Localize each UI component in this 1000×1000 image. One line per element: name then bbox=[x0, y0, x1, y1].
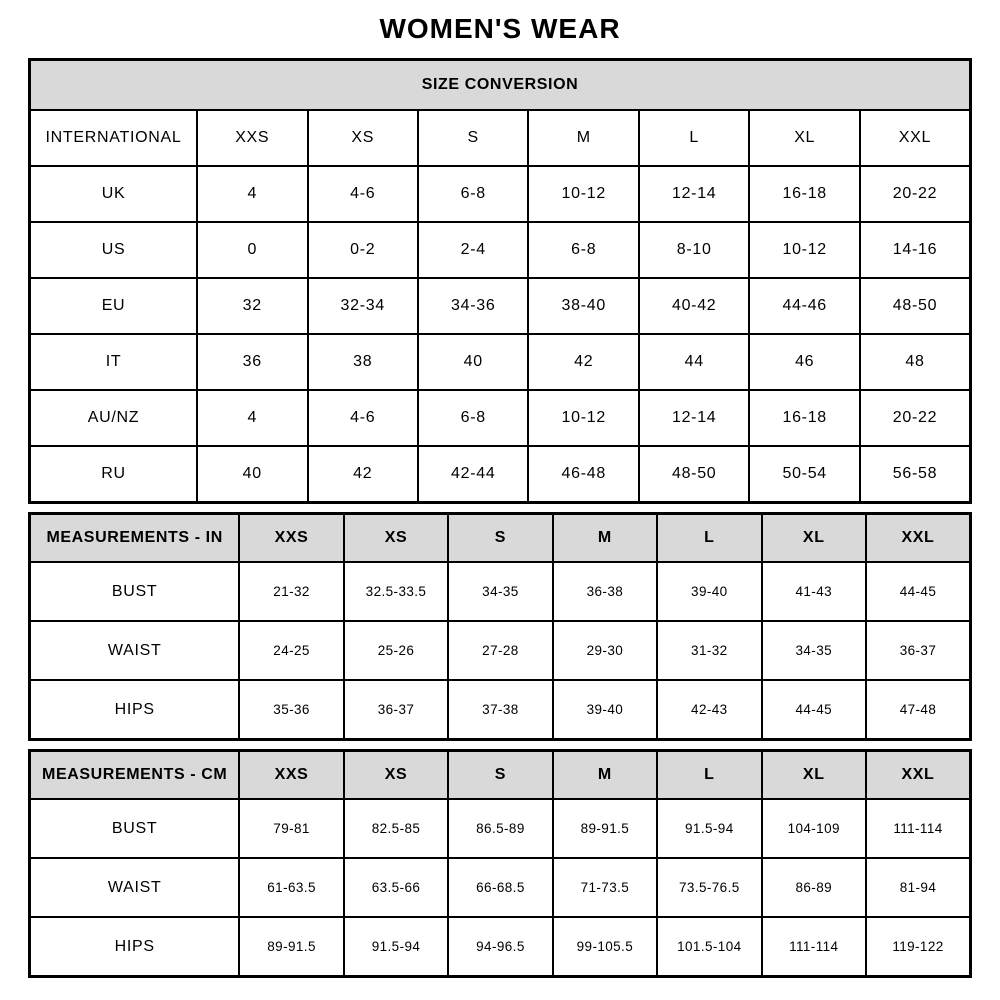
table-title: MEASUREMENTS - CM bbox=[30, 750, 240, 799]
table-row bbox=[30, 446, 971, 502]
table-cell: 79-81 bbox=[239, 799, 343, 858]
table-header-row bbox=[30, 513, 971, 562]
table-cell: 24-25 bbox=[239, 621, 343, 680]
table-row bbox=[30, 166, 971, 222]
table-cell: 56-58 bbox=[860, 446, 971, 502]
table-header-row bbox=[30, 750, 971, 799]
row-label: WAIST bbox=[30, 621, 240, 680]
table-cell: 71-73.5 bbox=[553, 858, 657, 917]
table-cell: 6-8 bbox=[418, 390, 528, 446]
table-cell: 10-12 bbox=[528, 390, 638, 446]
table-cell: 48 bbox=[860, 334, 971, 390]
table-header-cell: XL bbox=[749, 110, 859, 166]
table-cell: 42-44 bbox=[418, 446, 528, 502]
table-cell: 8-10 bbox=[639, 222, 749, 278]
table-header-cell: XL bbox=[762, 513, 866, 562]
row-label: RU bbox=[30, 446, 198, 502]
table-cell: 47-48 bbox=[866, 680, 971, 739]
measurements-in-table bbox=[28, 512, 972, 741]
table-cell: 101.5-104 bbox=[657, 917, 761, 976]
table-cell: 91.5-94 bbox=[657, 799, 761, 858]
table-row bbox=[30, 799, 971, 858]
table-row bbox=[30, 222, 971, 278]
table-cell: 46-48 bbox=[528, 446, 638, 502]
table-cell: 10-12 bbox=[749, 222, 859, 278]
table-cell: 21-32 bbox=[239, 562, 343, 621]
table-cell: 36-38 bbox=[553, 562, 657, 621]
size-conversion-table bbox=[28, 58, 972, 504]
table-cell: 32-34 bbox=[308, 278, 418, 334]
table-cell: 66-68.5 bbox=[448, 858, 552, 917]
table-cell: 16-18 bbox=[749, 166, 859, 222]
table-cell: 29-30 bbox=[553, 621, 657, 680]
row-label: UK bbox=[30, 166, 198, 222]
row-label: BUST bbox=[30, 562, 240, 621]
table-cell: 104-109 bbox=[762, 799, 866, 858]
row-label: AU/NZ bbox=[30, 390, 198, 446]
table-header-cell: M bbox=[553, 750, 657, 799]
table-cell: 40-42 bbox=[639, 278, 749, 334]
row-label: HIPS bbox=[30, 680, 240, 739]
page-title: WOMEN'S WEAR bbox=[379, 13, 621, 44]
table-cell: 4-6 bbox=[308, 390, 418, 446]
table-cell: 38 bbox=[308, 334, 418, 390]
row-label: EU bbox=[30, 278, 198, 334]
table-cell: 40 bbox=[418, 334, 528, 390]
table-row bbox=[30, 917, 971, 976]
table-header-cell: XXL bbox=[866, 513, 971, 562]
table-cell: 42 bbox=[528, 334, 638, 390]
table-header-cell: S bbox=[448, 750, 552, 799]
table-header-cell: XS bbox=[308, 110, 418, 166]
table-row bbox=[30, 278, 971, 334]
table-cell: 4 bbox=[197, 166, 307, 222]
table-cell: 50-54 bbox=[749, 446, 859, 502]
table-cell: 35-36 bbox=[239, 680, 343, 739]
table-cell: 44-45 bbox=[866, 562, 971, 621]
table-cell: 10-12 bbox=[528, 166, 638, 222]
table-cell: 34-35 bbox=[762, 621, 866, 680]
table-cell: 63.5-66 bbox=[344, 858, 448, 917]
table-cell: 36-37 bbox=[344, 680, 448, 739]
table-cell: 48-50 bbox=[639, 446, 749, 502]
table-header-cell: S bbox=[418, 110, 528, 166]
table-title: SIZE CONVERSION bbox=[30, 59, 971, 110]
table-header-row bbox=[30, 110, 971, 166]
table-row bbox=[30, 621, 971, 680]
table-header-cell: XL bbox=[762, 750, 866, 799]
table-cell: 27-28 bbox=[448, 621, 552, 680]
table-row bbox=[30, 390, 971, 446]
table-header-cell: XXS bbox=[197, 110, 307, 166]
table-cell: 42-43 bbox=[657, 680, 761, 739]
table-cell: 94-96.5 bbox=[448, 917, 552, 976]
table-cell: 46 bbox=[749, 334, 859, 390]
table-cell: 32.5-33.5 bbox=[344, 562, 448, 621]
table-cell: 20-22 bbox=[860, 390, 971, 446]
table-cell: 0-2 bbox=[308, 222, 418, 278]
table-cell: 42 bbox=[308, 446, 418, 502]
table-cell: 61-63.5 bbox=[239, 858, 343, 917]
table-cell: 82.5-85 bbox=[344, 799, 448, 858]
table-row bbox=[30, 334, 971, 390]
table-header-cell: XXS bbox=[239, 750, 343, 799]
table-cell: 36-37 bbox=[866, 621, 971, 680]
table-cell: 38-40 bbox=[528, 278, 638, 334]
table-cell: 39-40 bbox=[553, 680, 657, 739]
table-cell: 34-35 bbox=[448, 562, 552, 621]
table-cell: 12-14 bbox=[639, 390, 749, 446]
table-row bbox=[30, 680, 971, 739]
table-cell: 0 bbox=[197, 222, 307, 278]
table-cell: 4-6 bbox=[308, 166, 418, 222]
table-header-cell: S bbox=[448, 513, 552, 562]
table-header-cell: INTERNATIONAL bbox=[30, 110, 198, 166]
table-header-cell: XXL bbox=[860, 110, 971, 166]
table-header-cell: XS bbox=[344, 750, 448, 799]
table-cell: 6-8 bbox=[418, 166, 528, 222]
table-header-cell: M bbox=[553, 513, 657, 562]
row-label: HIPS bbox=[30, 917, 240, 976]
table-cell: 48-50 bbox=[860, 278, 971, 334]
row-label: US bbox=[30, 222, 198, 278]
table-cell: 25-26 bbox=[344, 621, 448, 680]
table-cell: 44 bbox=[639, 334, 749, 390]
table-cell: 34-36 bbox=[418, 278, 528, 334]
table-cell: 86.5-89 bbox=[448, 799, 552, 858]
row-label: WAIST bbox=[30, 858, 240, 917]
table-cell: 20-22 bbox=[860, 166, 971, 222]
table-cell: 44-46 bbox=[749, 278, 859, 334]
table-title-row bbox=[30, 59, 971, 110]
row-label: BUST bbox=[30, 799, 240, 858]
table-header-cell: L bbox=[657, 750, 761, 799]
table-cell: 73.5-76.5 bbox=[657, 858, 761, 917]
table-cell: 81-94 bbox=[866, 858, 971, 917]
table-cell: 111-114 bbox=[866, 799, 971, 858]
table-cell: 86-89 bbox=[762, 858, 866, 917]
table-cell: 2-4 bbox=[418, 222, 528, 278]
table-header-cell: L bbox=[639, 110, 749, 166]
table-cell: 89-91.5 bbox=[553, 799, 657, 858]
table-cell: 6-8 bbox=[528, 222, 638, 278]
table-header-cell: XXS bbox=[239, 513, 343, 562]
table-header-cell: L bbox=[657, 513, 761, 562]
table-title: MEASUREMENTS - IN bbox=[30, 513, 240, 562]
table-row bbox=[30, 562, 971, 621]
table-cell: 91.5-94 bbox=[344, 917, 448, 976]
measurements-cm-table bbox=[28, 749, 972, 978]
table-cell: 14-16 bbox=[860, 222, 971, 278]
table-row bbox=[30, 858, 971, 917]
table-cell: 36 bbox=[197, 334, 307, 390]
table-cell: 89-91.5 bbox=[239, 917, 343, 976]
table-cell: 37-38 bbox=[448, 680, 552, 739]
table-cell: 31-32 bbox=[657, 621, 761, 680]
row-label: IT bbox=[30, 334, 198, 390]
table-cell: 39-40 bbox=[657, 562, 761, 621]
table-header-cell: M bbox=[528, 110, 638, 166]
table-cell: 41-43 bbox=[762, 562, 866, 621]
table-cell: 99-105.5 bbox=[553, 917, 657, 976]
table-cell: 12-14 bbox=[639, 166, 749, 222]
table-cell: 4 bbox=[197, 390, 307, 446]
table-header-cell: XXL bbox=[866, 750, 971, 799]
table-cell: 119-122 bbox=[866, 917, 971, 976]
table-cell: 40 bbox=[197, 446, 307, 502]
table-header-cell: XS bbox=[344, 513, 448, 562]
table-cell: 16-18 bbox=[749, 390, 859, 446]
table-cell: 44-45 bbox=[762, 680, 866, 739]
table-cell: 32 bbox=[197, 278, 307, 334]
table-cell: 111-114 bbox=[762, 917, 866, 976]
